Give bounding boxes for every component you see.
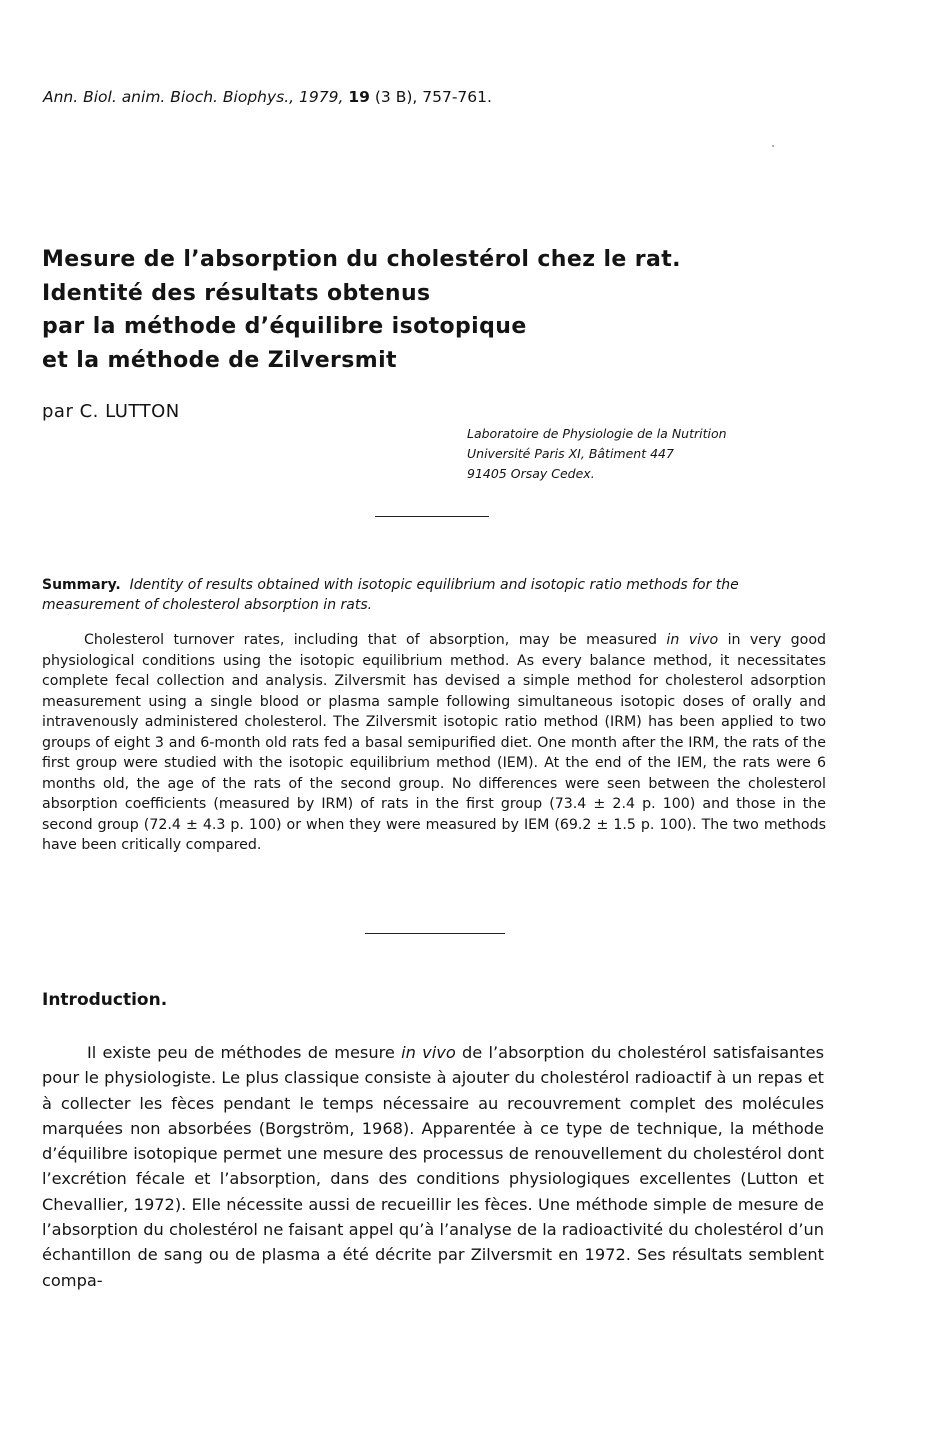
title-line: Identité des résultats obtenus bbox=[42, 280, 431, 306]
title-line: Mesure de l’absorption du cholestérol chez le rat. bbox=[42, 247, 681, 272]
intro-text-part: de l’absorption du cholestérol satisfaisantes pour le physiologiste. Le plus classique consiste à ajouter du cholestérol radioactif à un repas et à collecter les fèces pendant le temps nécessaire au recouvrement complet des molécules marquées non absorbées (Borgström, 1968). Apparentée à ce type de technique, la méthode d’équilibre isotopique permet une mesure des processus de renouvellement du cholestérol dont l’excrétion fécale et l’absorption, dans des conditions physiologiques excellentes (Lutton et Chevallier, 1972). Elle nécessite aussi de recueillir les fèces. Une méthode simple de mesure de l’absorption du cholestérol ne faisant appel qu’à l’analyse de la radioactivité du cholestérol d’un échantillon de sang ou de plasma a été décrite par Zilversmit en 1972. Ses résultats semblent compa- bbox=[42, 1043, 825, 1290]
summary-heading bbox=[42, 575, 832, 615]
introduction-body bbox=[42, 1040, 824, 1293]
summary-divider bbox=[365, 933, 505, 934]
summary-title: Identity of results obtained with isotopic equilibrium and isotopic ratio methods for the measurement of cholesterol absorption in rats. bbox=[42, 577, 739, 613]
author-byline: par C. LUTTON bbox=[42, 401, 180, 422]
affiliation-line: Université Paris XI, Bâtiment 447 bbox=[467, 446, 674, 461]
summary-italic-term: in vivo bbox=[666, 632, 719, 648]
title-line: et la méthode de Zilversmit bbox=[42, 347, 397, 373]
summary-label: Summary. bbox=[42, 577, 121, 593]
summary-text-part: in very good physiological conditions using the isotopic equilibrium method. As every balance method, it necessitates complete fecal collection and analysis. Zilversmit has devised a simple method for cholesterol adsorption measurement using a single blood or plasma sample following simultaneous isotopic doses of orally and intravenously administered cholesterol. The Zilversmit isotopic ratio method (IRM) has been applied to two groups of eight 3 and 6-month old rats fed a basal semipurified diet. One month after the IRM, the rats of the first group were studied with the isotopic equilibrium method (IEM). At the end of the IEM, the rats were 6 months old, the age of the rats of the second group. No differences were seen between the cholesterol absorption coefficients (measured by IRM) of rats in the first group (73.4 ± 2.4 p. 100) and those in the second group (72.4 ± 4.3 p. 100) or when they were measured by IEM (69.2 ± 1.5 p. 100). The two methods have been critically compared. bbox=[42, 632, 827, 853]
article-title bbox=[42, 243, 802, 377]
journal-citation bbox=[43, 88, 492, 106]
intro-text-part: Il existe peu de méthodes de mesure bbox=[87, 1043, 395, 1062]
title-divider bbox=[375, 516, 489, 517]
summary-body bbox=[42, 630, 826, 856]
affiliation bbox=[467, 424, 727, 484]
journal-name: Ann. Biol. anim. Bioch. Biophys., bbox=[43, 88, 295, 106]
affiliation-line: 91405 Orsay Cedex. bbox=[467, 466, 595, 481]
journal-issue-pages: (3 B), 757-761. bbox=[374, 88, 492, 106]
journal-volume: 19 bbox=[348, 88, 370, 106]
journal-year: 1979, bbox=[299, 88, 344, 106]
title-line: par la méthode d’équilibre isotopique bbox=[42, 314, 527, 339]
intro-italic-term: in vivo bbox=[401, 1043, 456, 1062]
affiliation-line: Laboratoire de Physiologie de la Nutrition bbox=[467, 426, 727, 441]
introduction-heading: Introduction. bbox=[42, 990, 168, 1010]
summary-text-part: Cholesterol turnover rates, including that of absorption, may be measured bbox=[84, 632, 658, 648]
scan-speck bbox=[772, 145, 774, 147]
